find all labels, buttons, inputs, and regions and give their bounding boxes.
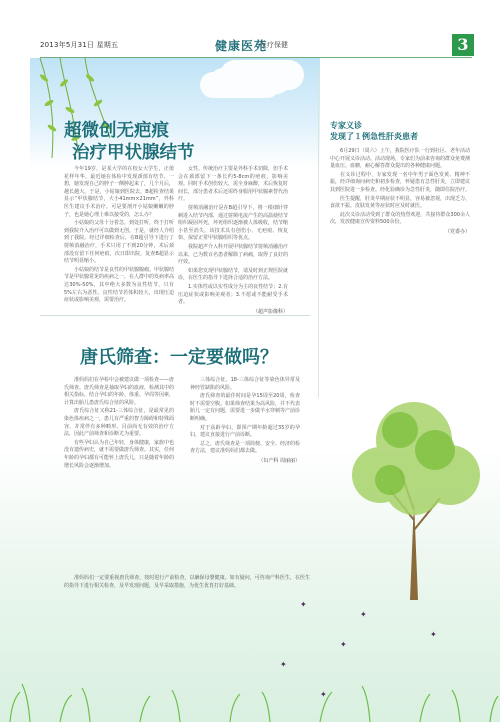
issue-date: 2013年5月31日 星期五 [40, 41, 119, 49]
paragraph: 对于高龄孕妇，即预产期年龄超过35岁的孕妇，建议直接进行产前诊断。 [190, 424, 300, 439]
sidebar-title: 发现了１例急性肝炎患者 [330, 132, 418, 141]
paragraph: 三体综合征。18-三体综合征等染色体异常及神经管缺陷的风险。 [190, 377, 300, 391]
butterfly-icon: ✦ [340, 640, 347, 649]
paragraph: 今年19岁，是某大学的在校女大学生，正值花样年华。最近她在体检中发现颈部有结节，一想，她发现自己的脖子一侧肿起来了，几个月后，越长越大，于是，小姑娘到医院去，B超检查结果显示“甲状腺结节，大小41mm×21mm”，外科医生建议手术治疗。可是要剖开小姑娘嫩嫩的脖子，也是她心理上难以接受的，怎么办？ [64, 166, 175, 218]
paragraph: 在义诊过程中，专家发现一名中年男子面色发黄、精神不振，经详细询问病史和初步检查，怀疑患有急性肝炎，立即建议其到医院进一步检查。经化验确诊为急性肝炎，随即住院治疗。 [330, 171, 471, 193]
paragraph: 准妈妈们一定要重视唐氏筛查，按时进行产前检查，以确保母婴健康。如有疑问，可咨询产科医生，在医生的指导下进行相关检查，及早发现问题，及早采取措施，为优生优育打好基础。 [64, 575, 310, 589]
butterfly-icon: ✦ [320, 690, 327, 699]
article2-column1 [64, 377, 174, 471]
grass-decoration [0, 600, 500, 722]
paragraph: 我院超声介入科开展甲状腺结节射频消融治疗以来，已为数百名患者解除了病痛，取得了良好的疗效。 [178, 243, 289, 266]
cloud-icon [210, 68, 290, 94]
paragraph: 射频消融治疗是在B超引导下，将一根细针穿刺进入结节内部，通过射频电流产生的高温使结节组织凝固坏死，坏死组织逐渐被人体吸收，结节缩小甚至消失。该技术具有创伤小、无疤痕、恢复快、保留正常甲状腺组织等优点。 [178, 204, 289, 242]
sidebar-divider [318, 68, 319, 398]
tree-icon [340, 380, 490, 600]
butterfly-icon: ✦ [430, 630, 437, 639]
article1-byline: （超声影像科） [252, 308, 288, 315]
article1-column1 [64, 166, 174, 306]
column-title: 健康医苑 [215, 39, 268, 53]
article1-title-line2: 治疗甲状腺结节 [72, 143, 195, 163]
article1-title [64, 120, 195, 164]
page-number: 3 [452, 34, 474, 56]
paragraph: 小姑娘的父母十分着急，到处打听，终于打听到我院介入治疗可以做到无创，于是，就经人介绍到了我院。经过详细检查后，在B超引导下进行了射频消融治疗，手术只用了不到20分钟，术后颈部没有留下任何疤痕，次日即出院，复查B超显示结节明显缩小。 [64, 220, 175, 265]
butterfly-icon: ✦ [300, 600, 307, 609]
paragraph: 有些孕妇认为自己年轻，身体健康，家族中也没有遗传病史，就不需要做唐氏筛查。其实，任何年龄的孕妇都有可能怀上唐氏儿，只是随着年龄的增长风险会逐渐增加。 [64, 439, 175, 469]
sidebar-text [330, 148, 470, 237]
paragraph: 女性。传统治疗主要是外科手术切除，但手术会在颈部留下一条长约5-8cm的疤痕，影响美观。同时手术创伤较大，需全身麻醉，术后恢复时间长，部分患者术后还需终身服用甲状腺素替代治疗。 [178, 166, 289, 203]
section-divider [40, 315, 310, 316]
butterfly-icon: ✦ [360, 610, 367, 619]
sidebar-kicker: 专家义诊 [330, 121, 362, 130]
paragraph: 如果您发现甲状腺结节，请及时到正规医院就诊，在医生的指导下选择合适的治疗方法。 [178, 267, 289, 282]
butterfly-icon: ✦ [280, 660, 287, 669]
article2-column2 [190, 377, 300, 466]
paragraph: 唐氏综合征又称21-三体综合征，是最常见的染色体疾病之一，患儿有严重的智力障碍和特殊面容，并常伴有多种畸形。目前尚无有效的治疗方法，因此产前筛查和诊断尤为重要。 [64, 408, 175, 438]
paragraph: 此次义诊活动受到了群众的热烈欢迎，共接待群众300余人次，发放健康宣传资料500余份。 [330, 211, 470, 226]
article1-title-line1: 超微创无疤痕 [64, 121, 169, 141]
paragraph: 1.实体性或以实性成分为主的良性结节；2.有压迫症状或影响美观者；3.不愿或不能耐受手术者。 [178, 283, 288, 306]
paragraph: 医生提醒，肝炎早期症状不明显，容易被忽视，出现乏力、食欲不振、皮肤发黄等症状时应及时就医。 [330, 195, 471, 210]
column-subtitle: 医疗保健 [260, 41, 288, 49]
sidebar-byline: （党委办） [444, 228, 470, 235]
paragraph: 小姑娘的结节是良性的甲状腺腺瘤。甲状腺结节是甲状腺常见的疾病之一，在人群中的发病率高达30%-50%，其中绝大多数为良性结节，只有5%左右为恶性。良性结节若体积较大，出现压迫症状或影响美观，需要治疗。 [64, 266, 175, 304]
article1-column2 [178, 166, 288, 316]
article2-byline: （妇产科 周丽丽） [258, 457, 300, 464]
page-header [0, 36, 500, 56]
article2-title: 唐氏筛查：一定要做吗？ [80, 347, 278, 368]
paragraph: 总之，唐氏筛查是一项简便、安全、经济的检查方法，建议准妈妈们都去做。 [190, 440, 301, 455]
paragraph: 6月29日（周六）上午，我院医疗队一行到社区、老年活动中心开展义诊活动。活动现场，专家们为前来咨询的群众免费测量血压、血糖，耐心解答群众提出的各种健康问题。 [330, 148, 471, 170]
paragraph: 唐氏筛查的最佳时间是孕15周至20周，检查时不需要空腹。如果筛查结果为高风险，并不代表胎儿一定有问题，需要进一步做羊水穿刺等产前诊断明确。 [190, 393, 301, 422]
article2-bottom-text [64, 575, 310, 590]
paragraph: 准妈妈们在孕检中会被建议做一项检查——唐氏筛查。唐氏筛查是抽取孕妇的血液，检测其中的相关指标，结合孕妇的年龄、体重、孕周等因素，计算出胎儿患唐氏综合征的风险。 [64, 377, 175, 406]
